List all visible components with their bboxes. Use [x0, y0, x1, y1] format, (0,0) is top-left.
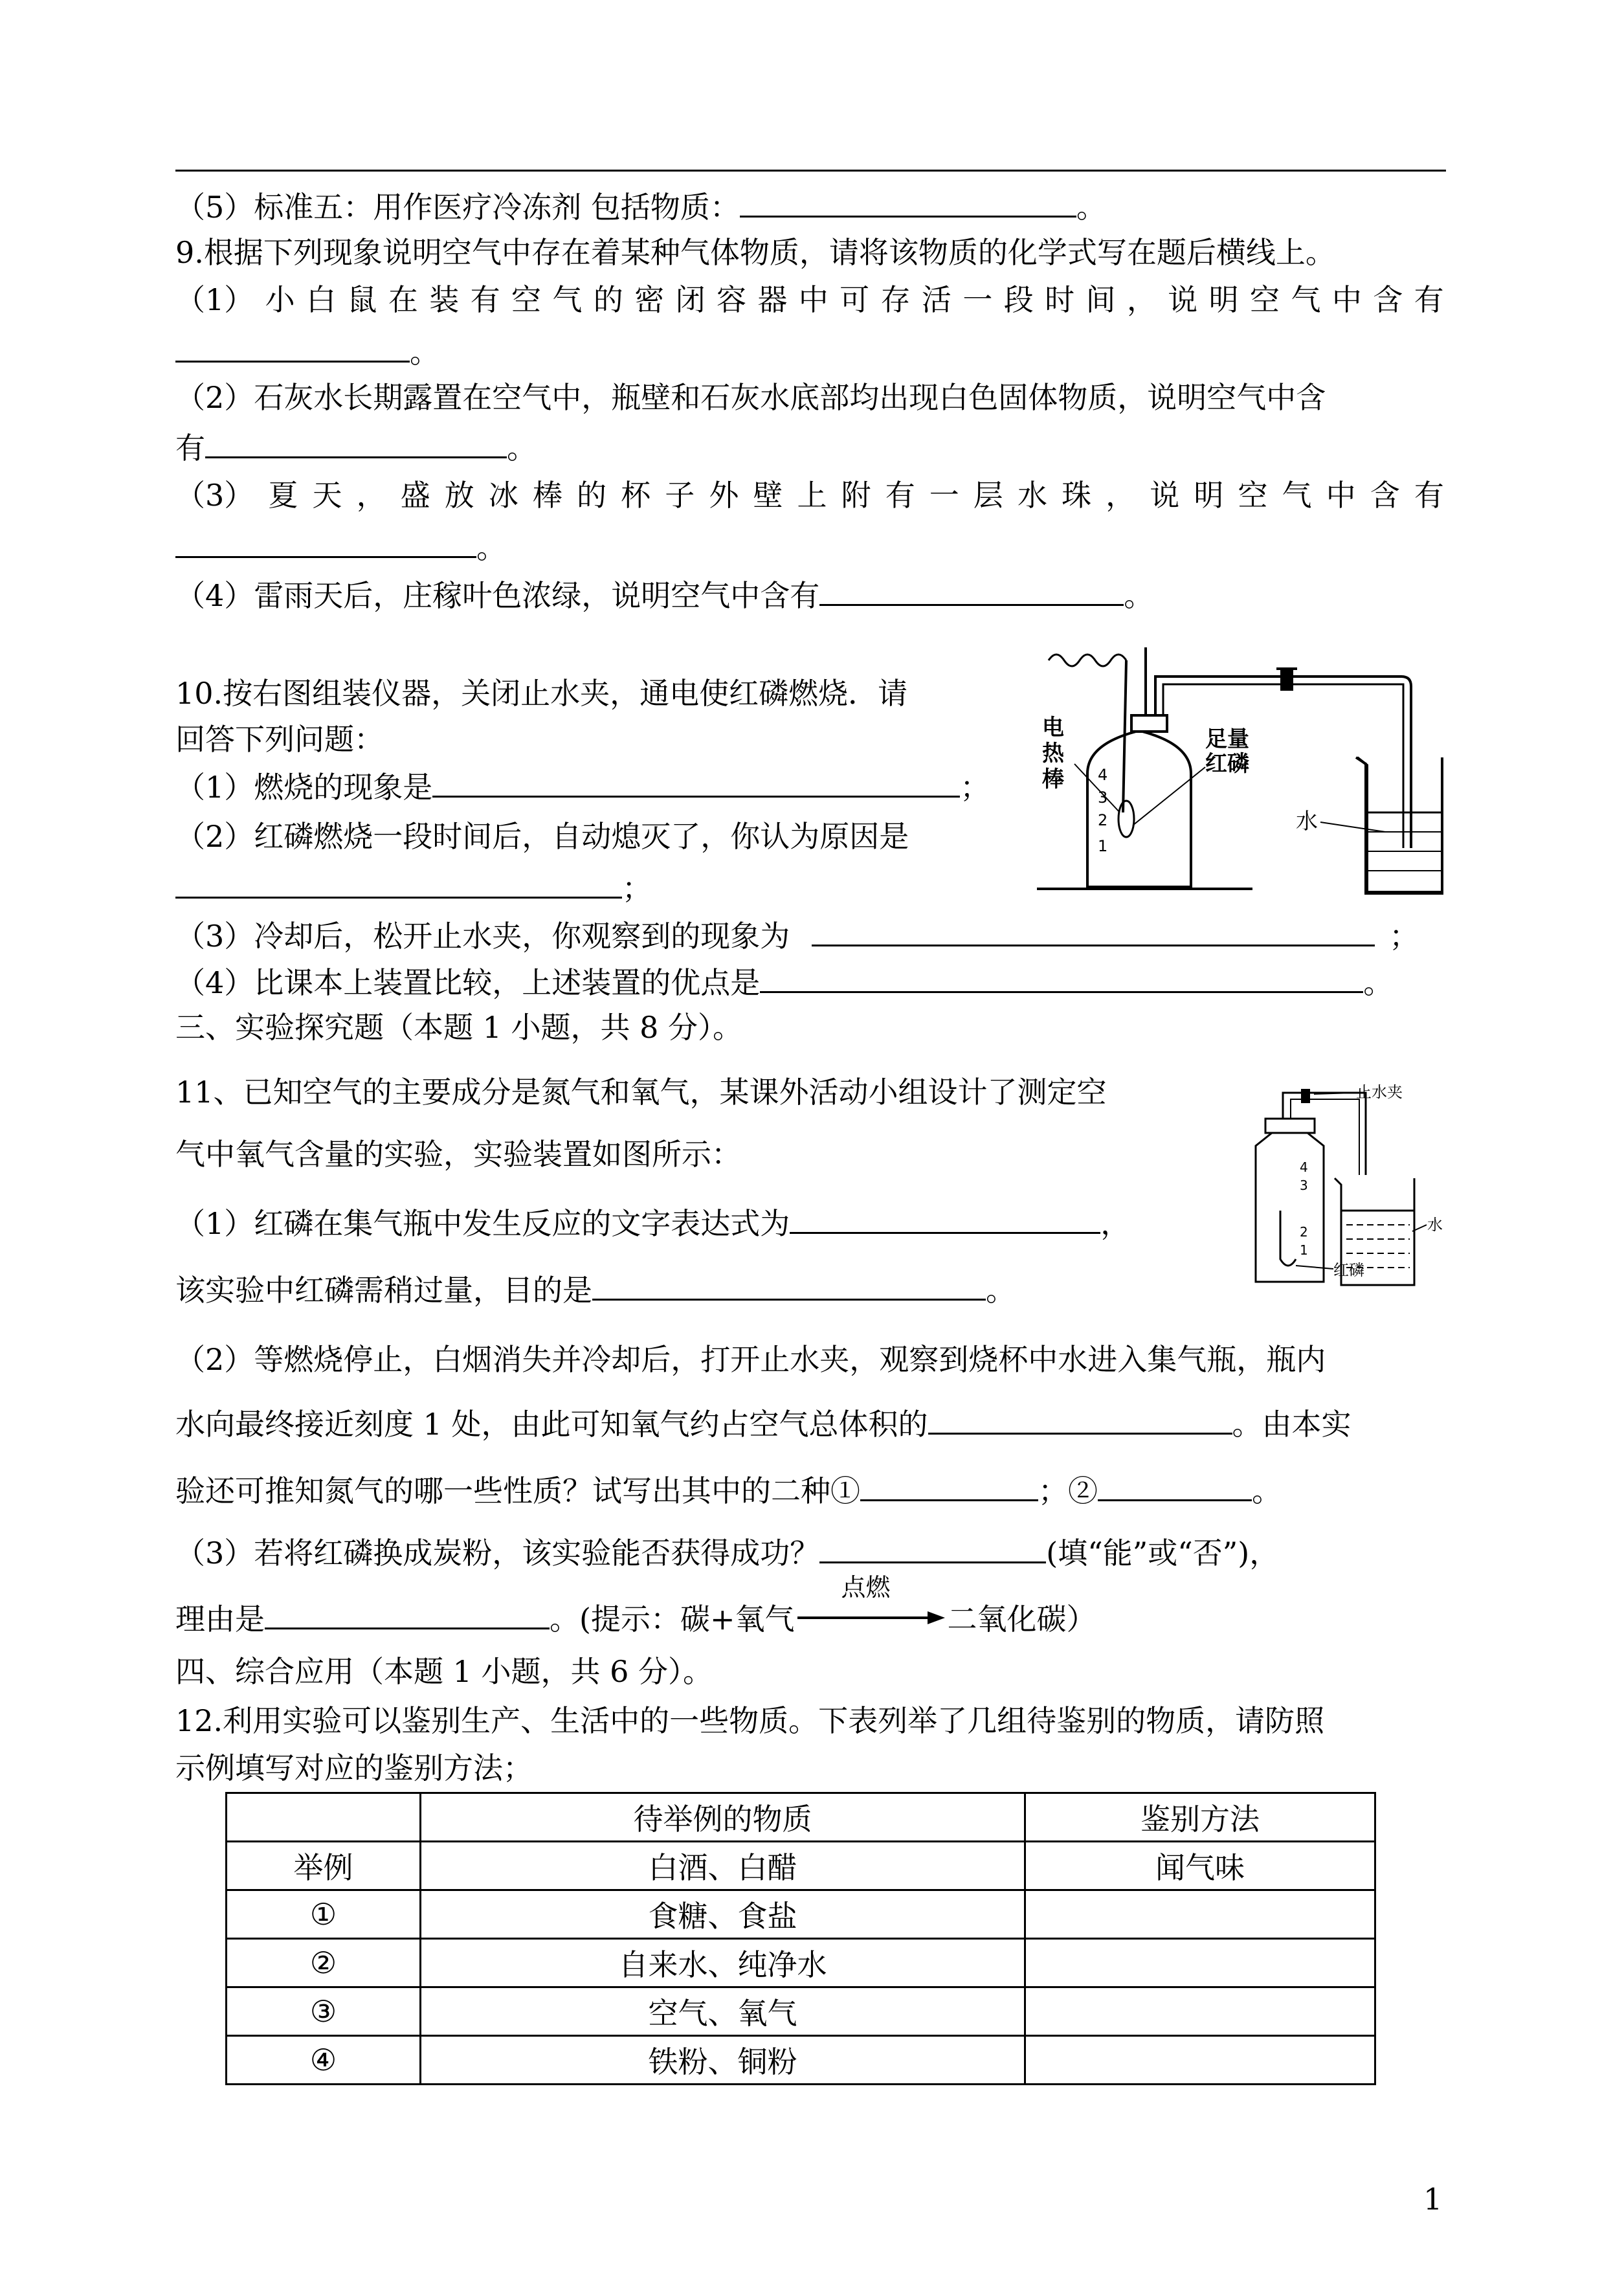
identification-table: [225, 1792, 1376, 2085]
table-cell: ③: [227, 1987, 421, 2036]
svg-text:4: 4: [1300, 1159, 1308, 1175]
answer-blank[interactable]: [1098, 1473, 1252, 1501]
spread-char: 一: [962, 282, 993, 317]
answer-cell[interactable]: [1025, 1890, 1375, 1939]
spread-char: 有: [1414, 282, 1444, 317]
spread-char: 器: [757, 282, 788, 317]
spread-char: 含: [1370, 478, 1400, 513]
svg-text:1: 1: [1300, 1242, 1308, 1258]
spread-char: 气: [1282, 478, 1312, 513]
oxygen-content-figure: [1243, 1081, 1450, 1301]
spread-char: 有: [885, 478, 915, 513]
spread-char: 明: [1194, 478, 1224, 513]
question-11-1: （1）红磷在集气瓶中发生反应的文字表达式为 ，: [175, 1206, 1131, 1241]
spread-char: 中: [1326, 478, 1356, 513]
question-9-stem: 9.根据下列现象说明空气中存在着某种气体物质，请将该物质的化学式写在题后横线上。: [175, 235, 1335, 270]
table-header-cell: 待举例的物质: [421, 1793, 1025, 1842]
spread-char: 空: [1238, 478, 1268, 513]
table-cell: 铁粉、铜粉: [421, 2036, 1025, 2085]
table-header-cell: 鉴别方法: [1025, 1793, 1375, 1842]
table-cell: ①: [227, 1890, 421, 1939]
table-row: [227, 1987, 1375, 2036]
spread-char: ，: [1126, 282, 1157, 317]
question-11-3: （3）若将红磷换成炭粉，该实验能否获得成功？ (填“能”或“否”)，: [175, 1536, 1280, 1571]
spread-char: ，: [1106, 478, 1136, 513]
answer-cell[interactable]: [1025, 2036, 1375, 2085]
spread-char: 密: [634, 282, 665, 317]
stopper: [1265, 1119, 1315, 1133]
question-10-stem-a: 10.按右图组装仪器，关闭止水夹，通电使红磷燃烧．请: [175, 676, 908, 711]
spread-char: 冰: [488, 478, 518, 513]
spread-char: 盛: [400, 478, 430, 513]
question-11-2: （2）等燃烧停止，白烟消失并冷却后，打开止水夹，观察到烧杯中水进入集气瓶，瓶内: [175, 1342, 1326, 1377]
spread-char: 小: [265, 282, 295, 317]
delivery-tube: [1155, 677, 1411, 848]
reaction-arrow: [795, 1610, 948, 1626]
spread-char: 明: [1208, 282, 1239, 317]
spread-char: 存: [880, 282, 911, 317]
spread-char: 壁: [753, 478, 783, 513]
answer-blank[interactable]: [205, 431, 507, 458]
spread-char: 层: [973, 478, 1003, 513]
question-9-2-answer: 有 。: [175, 431, 537, 465]
spread-char: 在: [388, 282, 418, 317]
spread-char: 的: [593, 282, 623, 317]
spread-char: 鼠: [347, 282, 377, 317]
spread-char: 容: [716, 282, 746, 317]
table-row: [227, 1890, 1375, 1939]
spread-char: 外: [709, 478, 739, 513]
spread-char: 气: [1291, 282, 1321, 317]
gas-bottle: [1087, 732, 1191, 887]
section-3-title: 三、实验探究题（本题 1 小题，共 8 分）。: [175, 1010, 743, 1045]
section-4-title: 四、综合应用（本题 1 小题，共 6 分）。: [175, 1654, 713, 1689]
question-11-2b: 水向最终接近刻度 1 处，由此可知氧气约占空气总体积的 。由本实: [175, 1407, 1351, 1442]
question-9-3-answer: 。: [175, 530, 506, 563]
svg-text:1: 1: [1098, 837, 1108, 855]
svg-text:红磷: 红磷: [1205, 751, 1249, 777]
question-10-stem-b: 回答下列问题：: [175, 722, 384, 757]
table-row: [227, 2036, 1375, 2085]
table-cell: 自来水、纯净水: [421, 1939, 1025, 1987]
answer-blank[interactable]: [175, 530, 476, 558]
spread-char: 含: [1373, 282, 1403, 317]
spread-char: 说: [1150, 478, 1180, 513]
answer-blank[interactable]: [432, 770, 960, 798]
spread-char: 段: [1003, 282, 1034, 317]
spread-char: 有: [470, 282, 500, 317]
spread-char: 夏: [268, 478, 298, 513]
spread-char: 活: [921, 282, 951, 317]
spread-char: 天: [312, 478, 342, 513]
question-11-stem-b: 气中氧气含量的实验，实验装置如图所示：: [175, 1137, 741, 1172]
spread-char: ，: [356, 478, 386, 513]
spread-char: 杯: [621, 478, 651, 513]
spoon: [1118, 801, 1134, 837]
table-cell: ④: [227, 2036, 421, 2085]
svg-text:止水夹: 止水夹: [1356, 1083, 1403, 1101]
table-row: [227, 1842, 1375, 1890]
spread-char: 棒: [532, 478, 562, 513]
svg-text:2: 2: [1098, 811, 1108, 829]
answer-blank[interactable]: [592, 1273, 986, 1301]
svg-text:足量: 足量: [1205, 726, 1249, 752]
answer-cell[interactable]: [1025, 1939, 1375, 1987]
question-11-stem-a: 11、已知空气的主要成分是氮气和氧气，某课外活动小组设计了测定空: [175, 1075, 1107, 1110]
combustion-apparatus-figure: [1036, 638, 1443, 910]
spread-char: 中: [1331, 282, 1362, 317]
svg-text:红磷: 红磷: [1333, 1261, 1364, 1279]
gas-bottle: [1256, 1133, 1324, 1282]
svg-text:水: 水: [1427, 1216, 1443, 1234]
answer-blank[interactable]: [819, 578, 1124, 606]
svg-text:电: 电: [1042, 715, 1064, 741]
spread-char: 水: [1017, 478, 1047, 513]
spread-char: 时: [1045, 282, 1075, 317]
spoon: [1280, 1211, 1296, 1266]
table-row: [227, 1939, 1375, 1987]
question-10-2: （2）红磷燃烧一段时间后，自动熄灭了，你认为原因是: [175, 819, 909, 854]
question-9-3: [175, 478, 1444, 513]
spread-char: 空: [511, 282, 542, 317]
svg-text:热: 热: [1042, 741, 1064, 766]
beaker: [1357, 757, 1442, 892]
question-9-4: （4）雷雨天后，庄稼叶色浓绿，说明空气中含有 。: [175, 578, 1154, 613]
table-cell: 举例: [227, 1842, 421, 1890]
svg-text:3: 3: [1098, 789, 1108, 807]
table-cell: ②: [227, 1939, 421, 1987]
answer-cell[interactable]: [1025, 1987, 1375, 2036]
answer-blank[interactable]: [860, 1473, 1038, 1501]
question-11-3b: 理由是 。(提示：碳+氧气 点燃 二氧化碳）: [175, 1573, 1096, 1637]
spread-char: 闭: [675, 282, 706, 317]
answer-blank[interactable]: [760, 965, 1363, 993]
spread-char: 放: [444, 478, 474, 513]
table-header-row: [227, 1793, 1375, 1842]
answer-blank[interactable]: [928, 1407, 1232, 1435]
spread-char: 附: [841, 478, 871, 513]
svg-text:水: 水: [1296, 809, 1318, 834]
answer-blank[interactable]: [790, 1206, 1100, 1234]
question-11-1b: 该实验中红磷需稍过量，目的是 。: [175, 1273, 1016, 1308]
question-9-1-answer: 。: [175, 335, 439, 367]
spread-char: 的: [577, 478, 607, 513]
heater-wire: [1049, 654, 1126, 666]
answer-blank[interactable]: [740, 190, 1076, 218]
question-10-4: （4）比课本上装置比较，上述装置的优点是 。: [175, 965, 1394, 1000]
svg-text:2: 2: [1300, 1224, 1308, 1240]
table-cell: 空气、氧气: [421, 1987, 1025, 2036]
spread-char: 白: [306, 282, 337, 317]
question-9-2: （2）石灰水长期露置在空气中，瓶壁和石灰水底部均出现白色固体物质，说明空气中含: [175, 380, 1326, 415]
spread-char: 可: [840, 282, 870, 317]
spread-char: 珠: [1062, 478, 1092, 513]
question-8-5: （5）标准五：用作医疗冷冻剂 包括物质： 。: [175, 190, 1106, 225]
answer-blank[interactable]: [819, 1536, 1046, 1563]
table-cell: 闻气味: [1025, 1842, 1375, 1890]
table-cell: 食糖、食盐: [421, 1890, 1025, 1939]
svg-text:棒: 棒: [1042, 766, 1064, 792]
spread-char: 间: [1085, 282, 1116, 317]
question-9-1: [175, 282, 1444, 317]
page-number: 1: [1423, 2182, 1443, 2217]
spread-char: 中: [798, 282, 829, 317]
spread-char: 有: [1414, 478, 1444, 513]
question-12-stem-a: 12.利用实验可以鉴别生产、生活中的一些物质。下表列举了几组待鉴别的物质，请防照: [175, 1703, 1325, 1738]
question-10-1: （1）燃烧的现象是 ；: [175, 770, 990, 805]
stopper: [1131, 715, 1167, 732]
answer-blank[interactable]: [175, 335, 410, 363]
spread-char: 一: [929, 478, 959, 513]
table-header-cell: [227, 1793, 421, 1842]
question-10-3: （3）冷却后，松开止水夹，你观察到的现象为 ；: [175, 919, 1419, 954]
spread-char: 上: [797, 478, 827, 513]
question-12-stem-b: 示例填写对应的鉴别方法；: [175, 1751, 533, 1785]
spread-char: 气: [552, 282, 583, 317]
spread-char: 说: [1168, 282, 1198, 317]
spread-char: 子: [665, 478, 695, 513]
spread-char: 空: [1250, 282, 1280, 317]
spread-char: （3）: [175, 478, 254, 513]
svg-text:3: 3: [1300, 1178, 1308, 1193]
question-10-2-answer: ；: [175, 871, 652, 903]
spread-char: 装: [429, 282, 460, 317]
water-clamp: [1280, 670, 1293, 691]
answer-blank[interactable]: [812, 919, 1375, 946]
question-11-2c: 验还可推知氮气的哪一些性质？试写出其中的二种① ；② 。: [175, 1473, 1282, 1508]
answer-blank[interactable]: [265, 1602, 550, 1629]
table-cell: 白酒、白醋: [421, 1842, 1025, 1890]
ignition-arrow: 点燃: [795, 1604, 948, 1629]
spread-char: （1）: [175, 282, 254, 317]
water-clamp: [1301, 1089, 1310, 1103]
svg-text:4: 4: [1098, 766, 1108, 784]
header-rule: [175, 170, 1446, 172]
answer-blank[interactable]: [175, 871, 622, 899]
